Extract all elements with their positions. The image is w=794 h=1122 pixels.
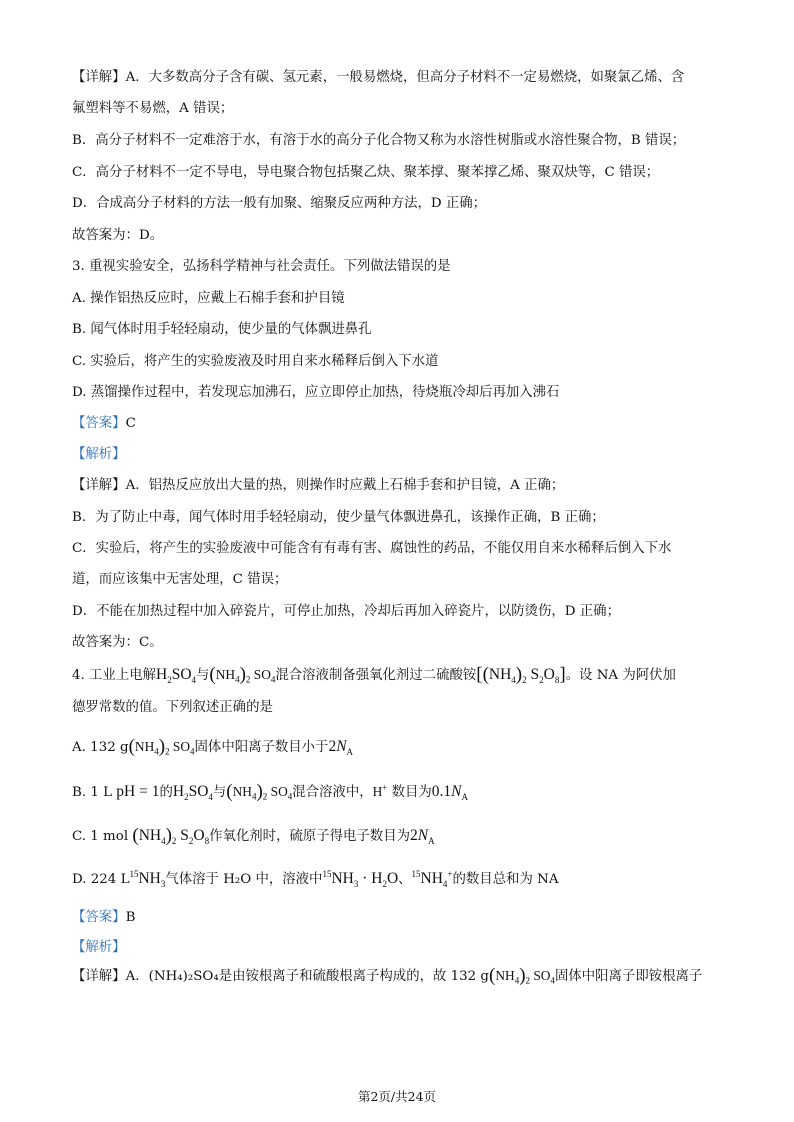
formula-h2so4: $H_2SO_4$	[156, 666, 197, 686]
formula-nh4-2so4: $(NH_4)_2$ $SO_4$	[128, 736, 195, 757]
q4-answer: 【答案】B	[72, 910, 136, 925]
formula-0-1na: $0.1N_A$	[431, 783, 469, 803]
q2-detail-a-line2: 氟塑料等不易燃，A 错误；	[72, 101, 234, 116]
formula-15nh3-h2o: $^{15}NH_3 \cdot H_2O$	[322, 868, 399, 890]
q4-option-a: A. 132 $g(NH_4)_2$ $SO_4$固体中阳离子数目小于$2N_A$	[72, 736, 354, 758]
q2-detail-c: C．高分子材料不一定不导电，导电聚合物包括聚乙炔、聚苯撑、聚苯撑乙烯、聚双炔等，C 错误；	[72, 165, 660, 180]
q3-option-c: C. 实验后，将产生的实验废液及时用自来水稀释后倒入下水道	[72, 354, 439, 369]
q3-detail-b: B．为了防止中毒，闻气体时用手轻轻扇动，使少量气体飘进鼻孔，该操作正确，B 正确；	[72, 510, 605, 525]
q4-option-b: B. 1 L pH = 1的$H_2SO_4$与$(NH_4)_2$ $SO_4$混合溶液中，H+ 数目为$0.1N_A$	[72, 781, 469, 803]
formula-2na: $2N_A$	[328, 738, 354, 758]
q2-detail-a-line1: 【详解】A．大多数高分子含有碳、氢元素，一般易燃烧，但高分子材料不一定易燃烧，如聚氯乙烯、含	[72, 70, 685, 85]
answer-tag: 【答案】	[72, 910, 126, 925]
q4-stem-line1: 4. 工业上电解$H_2SO_4$与$(NH_4)_2$ $SO_4$混合溶液制备强氧化剂过二硫酸铵[$(NH_4)_2$ $S_2O_8$]。设 NA 为阿伏加	[72, 664, 676, 686]
formula-15nh4-plus: $^{15}NH_4^+$	[411, 868, 453, 890]
formula-nh4-2so4: $(NH_4)_2$ $SO_4$	[209, 664, 276, 685]
formula-2na: $2N_A$	[409, 827, 435, 847]
q4-stem-line2: 德罗常数的值。下列叙述正确的是	[72, 700, 273, 715]
q4-option-c: C. 1 mol $(NH_4)_2$ $S_2O_8$作氧化剂时，硫原子得电子数目为$2N_A$	[72, 825, 435, 847]
q4-analysis-tag: 【解析】	[72, 940, 126, 955]
formula-15nh3: $^{15}NH_3$	[129, 868, 166, 890]
q2-detail-d: D．合成高分子材料的方法一般有加聚、缩聚反应两种方法，D 正确；	[72, 196, 487, 211]
page-footer: 第2页/共24页	[357, 1089, 437, 1104]
q3-analysis-tag: 【解析】	[72, 447, 126, 462]
q3-detail-d: D．不能在加热过程中加入碎瓷片，可停止加热，冷却后再加入碎瓷片，以防烫伤，D 正确；	[72, 604, 620, 619]
q2-conclusion: 故答案为：D。	[72, 228, 164, 243]
q3-detail-c2: 道，而应该集中无害处理，C 错误；	[72, 572, 288, 587]
q2-detail-b: B．高分子材料不一定难溶于水，有溶于水的高分子化合物又称为水溶性树脂或水溶性聚合物，B 错误；	[72, 133, 686, 148]
q3-detail-c1: C．实验后，将产生的实验废液中可能含有有毒有害、腐蚀性的药品，不能仅用自来水稀释后倒入下水	[72, 541, 672, 556]
formula-h-plus: H+	[372, 782, 388, 799]
q3-option-d: D. 蒸馏操作过程中，若发现忘加沸石，应立即停止加热，待烧瓶冷却后再加入沸石	[72, 385, 560, 400]
formula-nh4-2s2o8: [$(NH_4)_2$ $S_2O_8$]	[476, 664, 566, 686]
formula-nh4-2so4: $(NH_4)_2$ $SO_4$	[226, 781, 293, 802]
formula-nh4-2so4: $(NH_4)_2$ $SO_4$	[489, 965, 555, 986]
formula-h2so4: $H_2SO_4$	[172, 783, 213, 803]
q3-detail-a: 【详解】A．铝热反应放出大量的热，则操作时应戴上石棉手套和护目镜，A 正确；	[72, 478, 565, 493]
q3-answer: 【答案】C	[72, 416, 136, 431]
formula-nh4-2s2o8: $(NH_4)_2$ $S_2O_8$	[132, 825, 210, 847]
answer-tag: 【答案】	[72, 416, 126, 431]
q4-detail-a: 【详解】A．(NH₄)₂SO₄是由铵根离子和硫酸根离子构成的，故 132 $g(NH_4)_2$ $SO_4$固体中阳离子即铵根离子	[72, 965, 703, 986]
q3-option-a: A. 操作铝热反应时，应戴上石棉手套和护目镜	[72, 291, 345, 306]
q3-stem: 3. 重视实验安全，弘扬科学精神与社会责任。下列做法错误的是	[72, 259, 451, 274]
q3-option-b: B. 闻气体时用手轻轻扇动，使少量的气体飘进鼻孔	[72, 322, 372, 337]
q4-option-d: D. 224 $L^{15}NH_3$气体溶于 H₂O 中，溶液中$^{15}NH_3 \cdot H_2O$、$^{15}NH_4^+$的数目总和为 NA	[72, 868, 559, 890]
detail-tag: 【详解】	[72, 70, 126, 85]
q3-conclusion: 故答案为：C。	[72, 635, 163, 650]
